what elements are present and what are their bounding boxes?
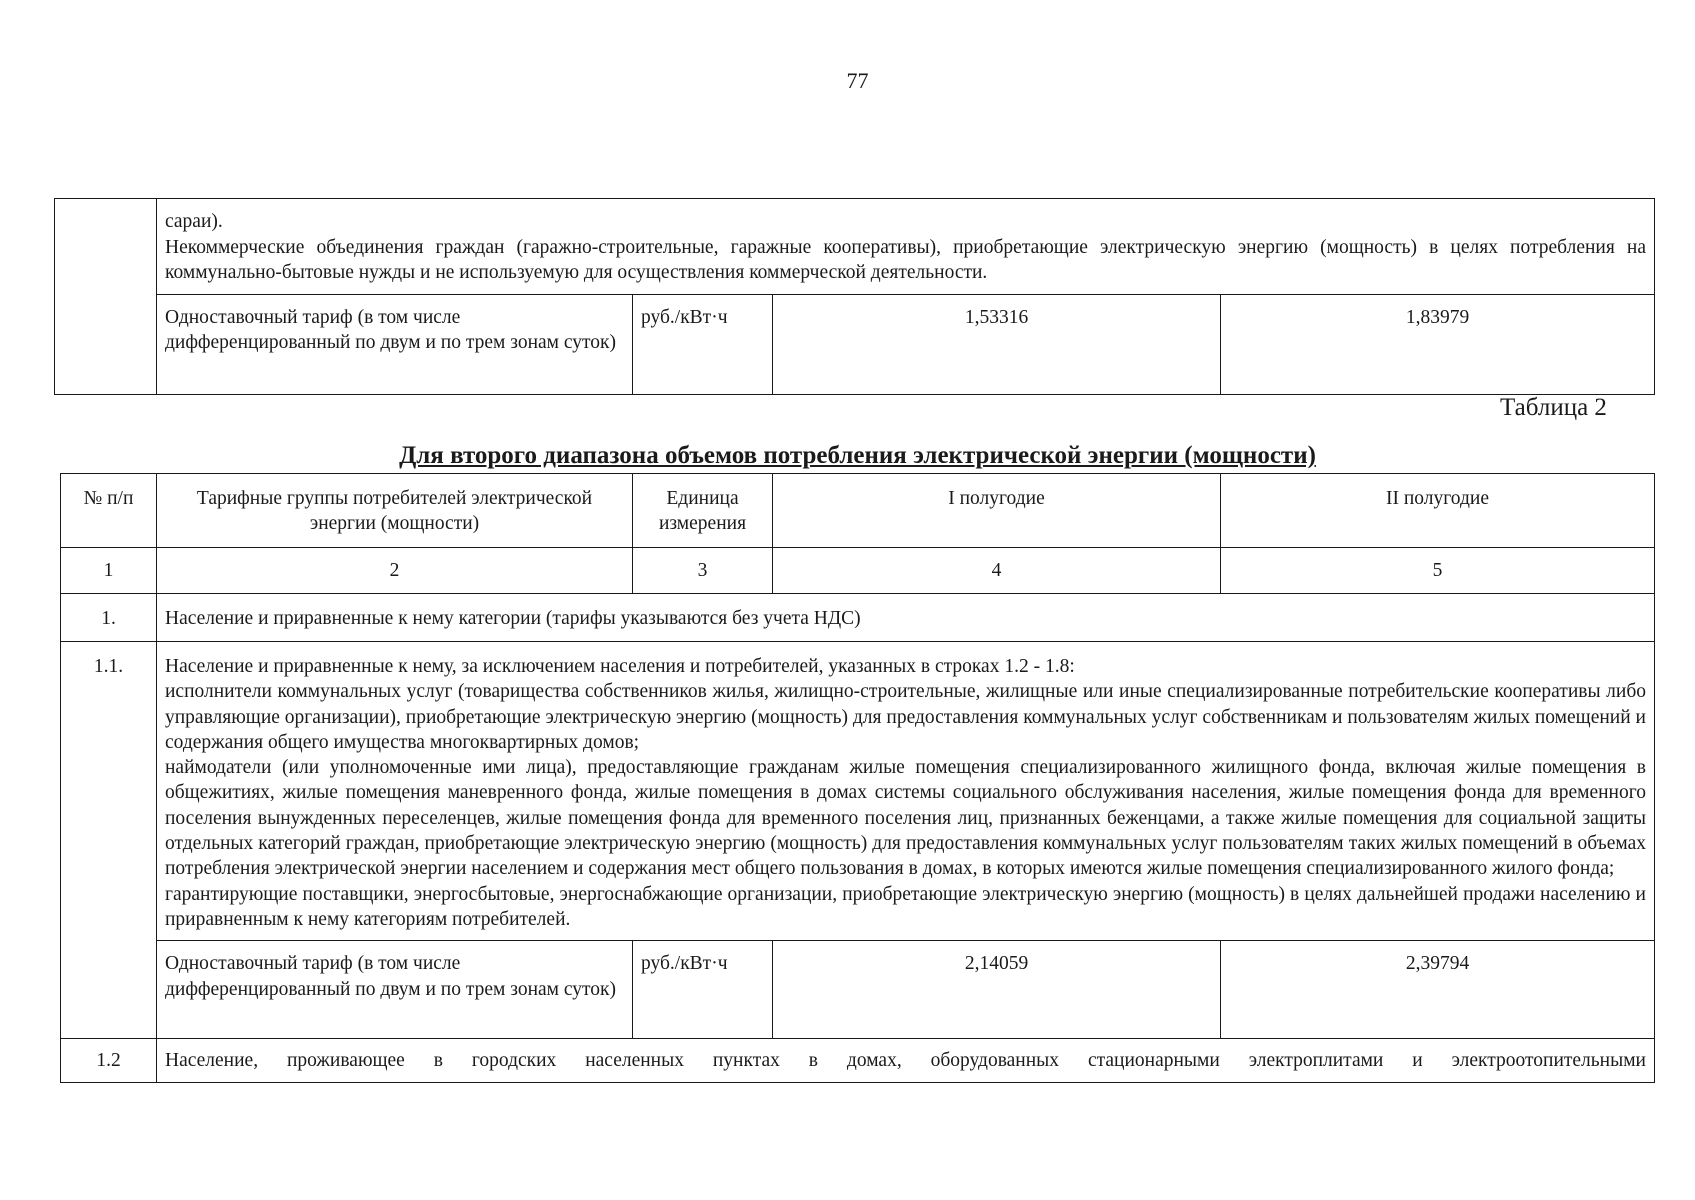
table-row	[55, 199, 1655, 295]
description-paragraph: наймодатели (или уполномоченные ими лица), предоставляющие гражданам жилые помещения специализированного жилищного фонда, включая жилые помещения в общежитиях, жилые помещения маневренного фонда, жилые помещения в домах системы социального обслуживания населения, жилые помещения фонда для временного поселения вынужденных переселенцев, жилые помещения фонда для временного поселения лиц, признанных беженцами, а также жилые помещения для социальной защиты отдельных категорий граждан, приобретающие электрическую энергию (мощность) для предоставления коммунальных услуг пользователям таких жилых помещений в объемах потребления электрической энергии населением и содержания мест общего пользования в домах, в которых имеются жилые помещения специализированного жилого фонда;	[165, 757, 1646, 880]
second-half-value: 2,39794	[1221, 941, 1655, 1039]
header-unit: Единица измерения	[633, 474, 773, 548]
tariff-name-cell: Одноставочный тариф (в том числе дифференцированный по двум и по трем зонам суток)	[157, 941, 633, 1039]
column-number: 5	[1221, 548, 1655, 594]
header-number: № п/п	[61, 474, 157, 548]
category-cell	[157, 1039, 1655, 1083]
header-second-half: II полугодие	[1221, 474, 1655, 548]
description-paragraph: гарантирующие поставщики, энергосбытовые, энергоснабжающие организации, приобретающие электрическую энергию (мощность) в целях дальнейшей продажи населению и приравненным к нему категориям потребителей.	[165, 883, 1646, 930]
unit-cell: руб./кВт·ч	[633, 941, 773, 1039]
tariff-name-cell: Одноставочный тариф (в том числе дифференцированный по двум и по трем зонам суток)	[157, 294, 633, 394]
table-header-row	[61, 474, 1655, 548]
table-row	[61, 642, 1655, 941]
table-row	[61, 941, 1655, 1039]
column-number: 4	[773, 548, 1221, 594]
row-number: 1.1.	[61, 642, 157, 1039]
tariff-table-2	[60, 473, 1655, 1083]
category-cell: Население и приравненные к нему категории (тарифы указываются без учета НДС)	[157, 594, 1655, 642]
group-description-cell	[157, 199, 1655, 295]
tariff-table-1-continuation	[54, 198, 1655, 395]
table-row	[55, 294, 1655, 394]
description-paragraph: Население и приравненные к нему, за исключением населения и потребителей, указанных в строках 1.2 - 1.8:	[165, 656, 1075, 677]
first-half-value: 1,53316	[773, 294, 1221, 394]
table-title: Для второго диапазона объемов потребления электрической энергии (мощности)	[399, 442, 1316, 469]
row-number-cell	[55, 199, 157, 395]
group-description-cell	[157, 642, 1655, 941]
category-text: Население, проживающее в городских населенных пунктах в домах, оборудованных стационарными электроплитами и электроотопительными	[165, 1050, 1646, 1072]
table-row	[61, 594, 1655, 642]
first-half-value: 2,14059	[773, 941, 1221, 1039]
column-number: 2	[157, 548, 633, 594]
header-first-half: I полугодие	[773, 474, 1221, 548]
row-number: 1.2	[61, 1039, 157, 1083]
table-caption: Таблица 2	[1500, 394, 1607, 421]
unit-cell: руб./кВт·ч	[633, 294, 773, 394]
column-number: 1	[61, 548, 157, 594]
description-paragraph: исполнители коммунальных услуг (товарищества собственников жилья, жилищно-строительные, жилищные или иные специализированные потребительские кооперативы либо управляющие организации), приобретающие электрическую энергию (мощность) для предоставления коммунальных услуг собственникам и пользователям жилых помещений и содержания общего имущества многоквартирных домов;	[165, 681, 1646, 753]
column-number: 3	[633, 548, 773, 594]
header-group: Тарифные группы потребителей электрической энергии (мощности)	[157, 474, 633, 548]
description-line: сараи).	[165, 211, 223, 232]
row-number: 1.	[61, 594, 157, 642]
table-row	[61, 1039, 1655, 1083]
second-half-value: 1,83979	[1221, 294, 1655, 394]
page-number: 77	[846, 68, 869, 93]
column-number-row	[61, 548, 1655, 594]
description-line: Некоммерческие объединения граждан (гаражно-строительные, гаражные кооперативы), приобретающие электрическую энергию (мощность) в целях потребления на коммунально-бытовые нужды и не используемую для осуществления коммерческой деятельности.	[165, 236, 1647, 283]
